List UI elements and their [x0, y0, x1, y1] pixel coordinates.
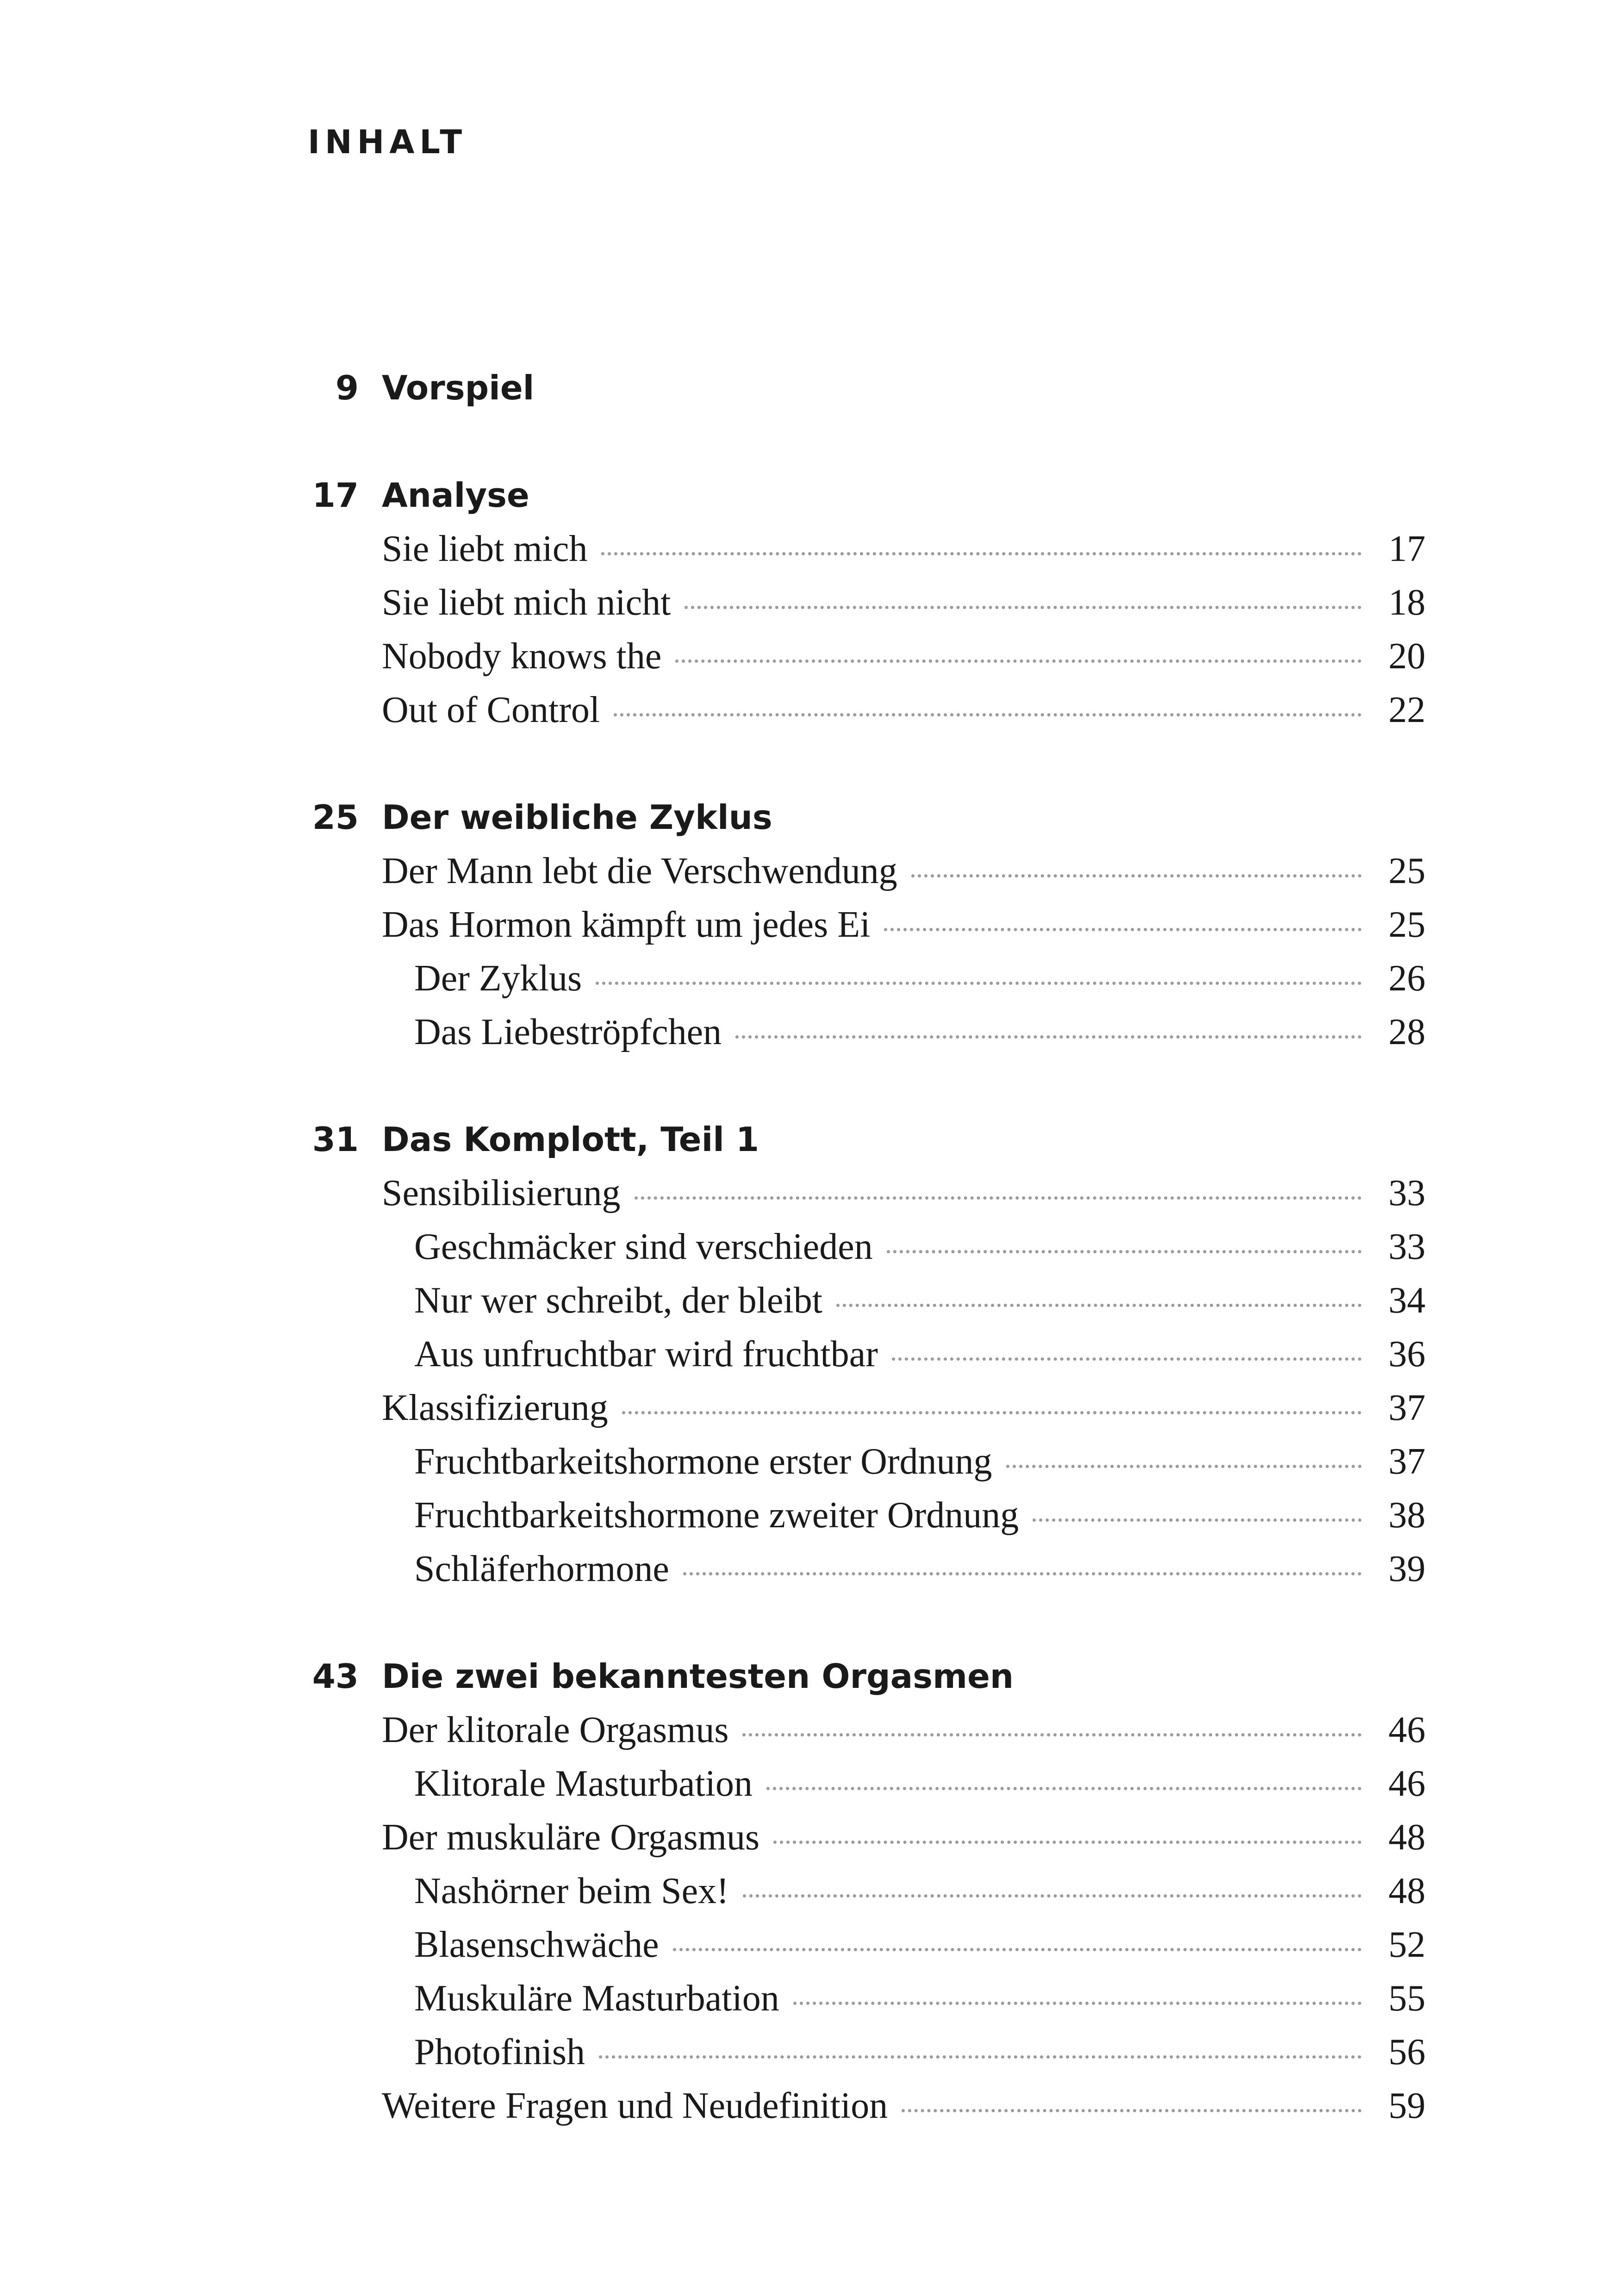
- entry-label: Aus unfruchtbar wird fruchtbar: [414, 1334, 878, 1375]
- entry-label: Blasenschwäche: [414, 1924, 659, 1965]
- toc-subentry[interactable]: [296, 1327, 1425, 1381]
- chapter-entry-list: [296, 522, 1425, 737]
- table-of-contents: [296, 361, 1425, 2186]
- entry-label: Sie liebt mich nicht: [382, 582, 671, 623]
- chapter-title: Das Komplott, Teil 1: [382, 1120, 759, 1159]
- entry-page-number: 59: [1388, 2085, 1425, 2126]
- entry-label: Fruchtbarkeitshormone erster Ordnung: [414, 1441, 992, 1482]
- dot-leader: [887, 1250, 1362, 1253]
- entry-page-number: 18: [1388, 582, 1425, 623]
- entry-page-number: 46: [1388, 1710, 1425, 1750]
- chapter-title: Der weibliche Zyklus: [382, 798, 772, 837]
- chapter-heading[interactable]: [296, 1649, 1425, 1703]
- entry-page-number: 17: [1388, 529, 1425, 569]
- entry-label: Geschmäcker sind verschieden: [414, 1226, 873, 1267]
- chapter-heading[interactable]: [296, 361, 1425, 415]
- entry-label: Das Hormon kämpft um jedes Ei: [382, 904, 871, 945]
- page-title: INHALT: [308, 123, 467, 161]
- dot-leader: [773, 1841, 1362, 1844]
- chapter-entry-list: [296, 1703, 1425, 2133]
- toc-chapter: [296, 1649, 1425, 2133]
- chapter-title: Die zwei bekanntesten Orgasmen: [382, 1657, 1014, 1696]
- entry-label: Photofinish: [414, 2032, 585, 2072]
- entry-label: Out of Control: [382, 690, 600, 730]
- entry-page-number: 38: [1388, 1495, 1425, 1536]
- entry-label: Sensibilisierung: [382, 1173, 621, 1213]
- toc-entry[interactable]: [296, 898, 1425, 952]
- toc-subentry[interactable]: [296, 2025, 1425, 2079]
- entry-page-number: 46: [1388, 1763, 1425, 1804]
- dot-leader: [596, 982, 1362, 985]
- dot-leader: [622, 1411, 1362, 1414]
- entry-label: Der Mann lebt die Verschwendung: [382, 851, 897, 891]
- entry-page-number: 56: [1388, 2032, 1425, 2072]
- entry-page-number: 33: [1388, 1173, 1425, 1213]
- toc-subentry[interactable]: [296, 1220, 1425, 1274]
- toc-entry[interactable]: [296, 1811, 1425, 1864]
- toc-subentry[interactable]: [296, 1435, 1425, 1488]
- dot-leader: [675, 660, 1362, 663]
- entry-label: Klassifizierung: [382, 1388, 608, 1428]
- entry-page-number: 36: [1388, 1334, 1425, 1375]
- dot-leader: [743, 1894, 1362, 1898]
- entry-label: Der klitorale Orgasmus: [382, 1710, 729, 1750]
- chapter-page-number: 25: [312, 798, 359, 837]
- entry-page-number: 34: [1388, 1280, 1425, 1321]
- toc-chapter: [296, 361, 1425, 415]
- chapter-heading[interactable]: [296, 790, 1425, 844]
- entry-page-number: 33: [1388, 1226, 1425, 1267]
- chapter-page-number: 9: [335, 368, 359, 407]
- chapter-title: Vorspiel: [382, 368, 535, 407]
- entry-label: Das Liebeströpfchen: [414, 1012, 722, 1052]
- entry-page-number: 28: [1388, 1012, 1425, 1052]
- entry-page-number: 37: [1388, 1388, 1425, 1428]
- entry-label: Nur wer schreibt, der bleibt: [414, 1280, 822, 1321]
- dot-leader: [902, 2109, 1362, 2112]
- dot-leader: [836, 1304, 1362, 1307]
- entry-page-number: 48: [1388, 1817, 1425, 1858]
- dot-leader: [601, 552, 1362, 555]
- toc-chapter: [296, 790, 1425, 1059]
- dot-leader: [635, 1196, 1362, 1200]
- entry-page-number: 37: [1388, 1441, 1425, 1482]
- dot-leader: [614, 713, 1362, 716]
- toc-subentry[interactable]: [296, 1274, 1425, 1327]
- toc-subentry[interactable]: [296, 952, 1425, 1005]
- chapter-entry-list: [296, 844, 1425, 1059]
- toc-chapter: [296, 1113, 1425, 1596]
- toc-subentry[interactable]: [296, 1005, 1425, 1059]
- entry-label: Nashörner beim Sex!: [414, 1871, 729, 1911]
- chapter-page-number: 31: [312, 1120, 359, 1159]
- toc-chapter: [296, 468, 1425, 737]
- entry-label: Schläferhormone: [414, 1549, 669, 1589]
- toc-subentry[interactable]: [296, 1488, 1425, 1542]
- entry-page-number: 48: [1388, 1871, 1425, 1911]
- entry-label: Muskuläre Masturbation: [414, 1978, 779, 2019]
- entry-label: Nobody knows the: [382, 636, 662, 677]
- toc-entry[interactable]: [296, 522, 1425, 576]
- toc-entry[interactable]: [296, 1703, 1425, 1757]
- dot-leader: [735, 1035, 1362, 1039]
- toc-entry[interactable]: [296, 683, 1425, 737]
- entry-label: Der Zyklus: [414, 958, 582, 999]
- toc-entry[interactable]: [296, 1381, 1425, 1435]
- entry-page-number: 20: [1388, 636, 1425, 677]
- entry-page-number: 39: [1388, 1549, 1425, 1589]
- toc-subentry[interactable]: [296, 1864, 1425, 1918]
- toc-subentry[interactable]: [296, 1757, 1425, 1811]
- toc-subentry[interactable]: [296, 1918, 1425, 1972]
- dot-leader: [1006, 1465, 1362, 1468]
- entry-page-number: 25: [1388, 851, 1425, 891]
- dot-leader: [892, 1357, 1362, 1361]
- toc-entry[interactable]: [296, 576, 1425, 629]
- toc-subentry[interactable]: [296, 1542, 1425, 1596]
- entry-label: Weitere Fragen und Neudefinition: [382, 2085, 888, 2126]
- dot-leader: [793, 2002, 1362, 2005]
- chapter-heading[interactable]: [296, 1113, 1425, 1166]
- entry-label: Sie liebt mich: [382, 529, 588, 569]
- toc-entry[interactable]: [296, 629, 1425, 683]
- entry-label: Fruchtbarkeitshormone zweiter Ordnung: [414, 1495, 1019, 1536]
- entry-label: Der muskuläre Orgasmus: [382, 1817, 760, 1858]
- chapter-heading[interactable]: [296, 468, 1425, 522]
- toc-subentry[interactable]: [296, 1972, 1425, 2025]
- dot-leader: [1033, 1518, 1362, 1522]
- entry-page-number: 22: [1388, 690, 1425, 730]
- dot-leader: [742, 1733, 1362, 1736]
- dot-leader: [673, 1948, 1362, 1951]
- entry-page-number: 26: [1388, 958, 1425, 999]
- chapter-title: Analyse: [382, 476, 529, 515]
- dot-leader: [766, 1787, 1362, 1790]
- entry-page-number: 25: [1388, 904, 1425, 945]
- dot-leader: [911, 874, 1362, 877]
- chapter-page-number: 43: [312, 1657, 359, 1696]
- entry-page-number: 52: [1388, 1924, 1425, 1965]
- entry-label: Klitorale Masturbation: [414, 1763, 753, 1804]
- toc-entry[interactable]: [296, 844, 1425, 898]
- toc-entry[interactable]: [296, 1166, 1425, 1220]
- dot-leader: [685, 606, 1362, 609]
- dot-leader: [599, 2055, 1362, 2059]
- dot-leader: [884, 928, 1362, 931]
- entry-page-number: 55: [1388, 1978, 1425, 2019]
- dot-leader: [683, 1572, 1362, 1575]
- chapter-entry-list: [296, 1166, 1425, 1596]
- toc-entry[interactable]: [296, 2079, 1425, 2133]
- chapter-page-number: 17: [312, 476, 359, 515]
